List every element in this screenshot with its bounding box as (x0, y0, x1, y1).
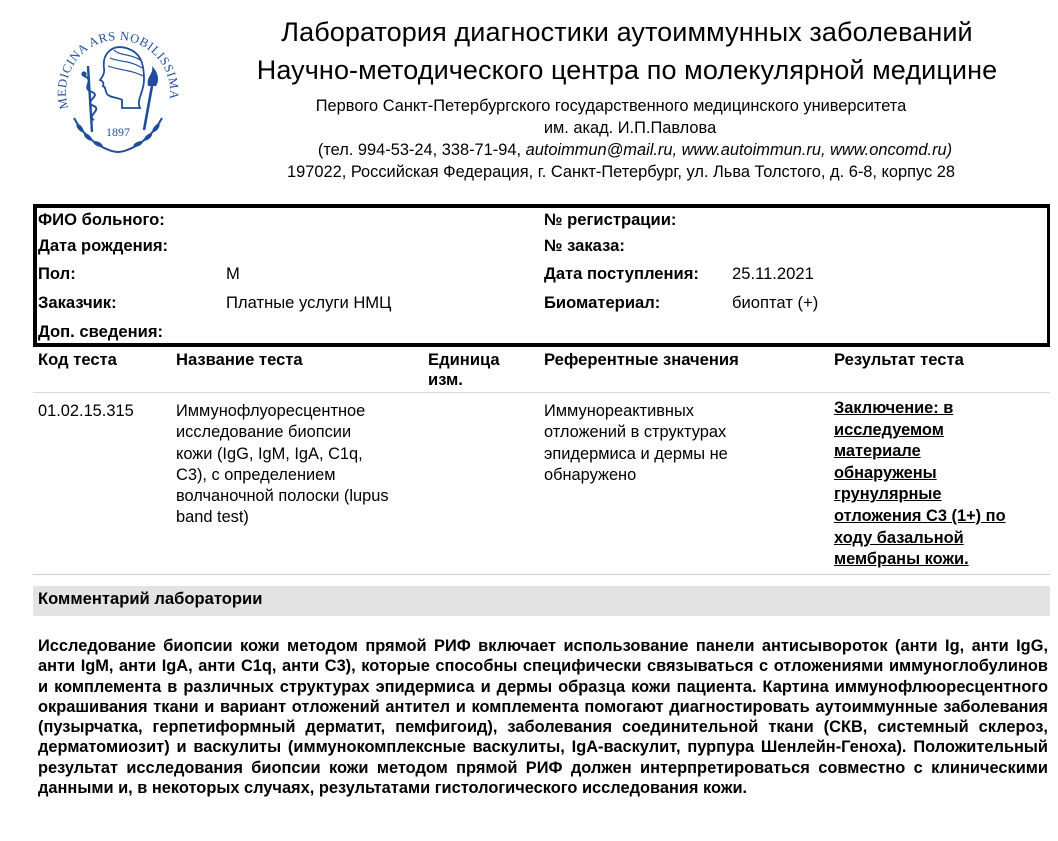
center-title: Научно-методического центра по молекулярной медицине (256, 55, 998, 85)
test-name-line: C3), с определением (176, 465, 336, 484)
col-header-unit-line2: изм. (428, 370, 463, 389)
test-name-line: кожи (IgG, IgM, IgA, C1q, (176, 444, 363, 463)
university-seal-logo (48, 14, 188, 164)
col-header-result: Результат теста (834, 350, 964, 369)
contact-links: autoimmun@mail.ru, www.autoimmun.ru, www.oncomd.ru) (525, 141, 953, 159)
col-header-code: Код теста (38, 350, 117, 369)
test-name-line: волчаночной полоски (lupus (176, 487, 389, 506)
comment-title: Комментарий лаборатории (38, 589, 263, 608)
received-date-value: 25.11.2021 (732, 264, 814, 283)
sex-label: Пол: (38, 264, 76, 283)
result-line: ходу базальной (834, 528, 964, 547)
col-header-unit-line1: Единица (428, 350, 500, 369)
reference-line: обнаружено (544, 465, 637, 484)
row-divider (33, 574, 1050, 575)
result-line: обнаружены (834, 463, 937, 482)
university-name: Первого Санкт-Петербургского государственного медицинского университета (315, 97, 907, 115)
university-honorific: им. акад. И.П.Павлова (543, 119, 717, 137)
reference-line: отложений в структурах (544, 423, 727, 442)
result-line: мембраны кожи. (834, 550, 969, 569)
reference-values (544, 401, 804, 486)
test-name-line: Иммунофлуоресцентное (176, 402, 366, 420)
result-line: отложения С3 (1+) по (834, 506, 1006, 525)
result-line: материале (834, 442, 921, 461)
seal-motto: MEDICINA ARS NOBILISSIMA (54, 28, 182, 111)
received-date-label: Дата поступления: (544, 264, 699, 283)
reference-line: Иммунореактивных (544, 402, 694, 420)
lab-title: Лаборатория диагностики аутоиммунных заболеваний (281, 17, 973, 47)
test-name-line: исследование биопсии (176, 423, 352, 442)
extra-info-label: Доп. сведения: (38, 322, 164, 341)
biomaterial-value: биоптат (+) (732, 293, 819, 312)
test-result (834, 398, 1044, 571)
result-line: грунулярные (834, 485, 942, 504)
col-header-name: Название теста (176, 350, 303, 369)
customer-label: Заказчик: (38, 293, 117, 312)
biomaterial-label: Биоматериал: (544, 293, 661, 312)
order-label: № заказа: (544, 236, 625, 255)
address-line: 197022, Российская Федерация, г. Санкт-Петербург, ул. Льва Толстого, д. 6-8, корпус 28 (287, 163, 955, 181)
header-divider (33, 392, 1050, 393)
col-header-reference: Референтные значения (544, 350, 739, 369)
test-name (176, 401, 426, 529)
patient-name-label: ФИО больного: (38, 210, 165, 229)
customer-value: Платные услуги НМЦ (226, 293, 392, 312)
result-line: исследуемом (834, 420, 944, 439)
medical-seal-icon (48, 14, 188, 164)
birth-date-label: Дата рождения: (38, 236, 169, 255)
test-name-line: band test) (176, 508, 249, 527)
col-header-unit (428, 350, 500, 390)
test-code: 01.02.15.315 (38, 402, 134, 420)
patient-info-box (33, 204, 1050, 347)
phone-numbers: (тел. 994-53-24, 338-71-94, (317, 141, 526, 159)
registration-label: № регистрации: (544, 210, 677, 229)
seal-year: 1897 (106, 125, 130, 139)
reference-line: эпидермиса и дермы не (544, 444, 728, 463)
sex-value: М (226, 264, 240, 283)
result-line: Заключение: в (834, 399, 954, 417)
contacts-line (235, 141, 1035, 160)
comment-body: Исследование биопсии кожи методом прямой РИФ включает использование панели антисывороток (анти Ig, анти IgG, анти IgM, анти IgA, анти C1q, анти C3), которые способны специфически связываться с отложениями иммуноглобулинов и комплемента в различных структурах эпидермиса и дермы образца кожи пациента. Картина иммунофлюоресцентного окрашивания ткани и вариант отложений антител и комплемента помогают диагностировать аутоиммунные заболевания (пузырчатка, герпетиформный дерматит, пемфигоид), заболевания соединительной ткани (СКВ, системный склероз, дерматомиозит) и васкулиты (иммунокомплексные васкулиты, IgA-васкулит, пурпура Шенлейн-Геноха). Положительный результат исследования биопсии кожи методом прямой РИФ должен интерпретироваться совместно с клиническими данными и, в некоторых случаях, результатами гистологического исследования кожи. (38, 637, 1048, 798)
